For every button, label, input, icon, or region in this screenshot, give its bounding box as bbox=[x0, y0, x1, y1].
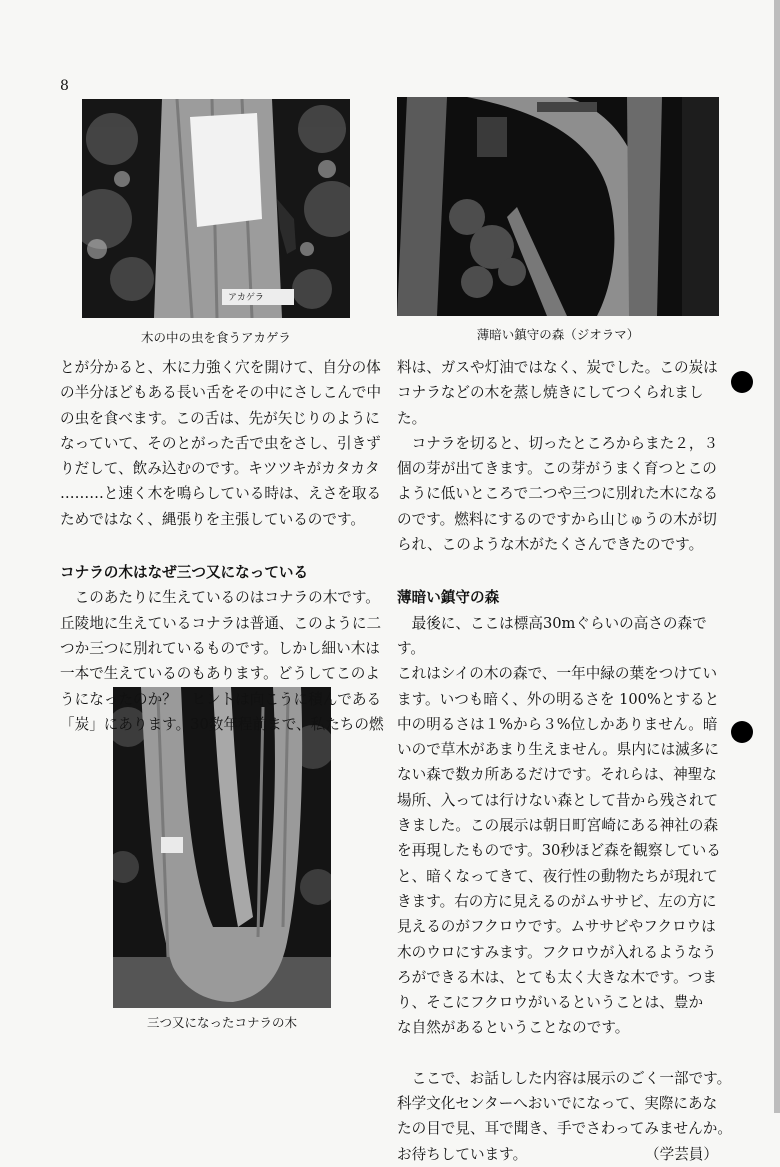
text-line: 「炭」にあります。30数年程前まで、私たちの燃 bbox=[60, 715, 384, 733]
sprout-paragraph bbox=[397, 431, 732, 557]
text-line: これはシイの木の森で、一年中緑の葉をつけてい bbox=[397, 665, 718, 683]
text-line: 丘陵地に生えているコナラは普通、このように二 bbox=[60, 614, 382, 632]
text-line: の半分ほどもある長い舌をその中にさしこんで中 bbox=[60, 384, 382, 402]
text-line: ここで、お話しした内容は展示のごく一部です。 bbox=[411, 1069, 732, 1087]
woodpecker-photo bbox=[82, 99, 350, 318]
text-line: コナラなどの木を蒸し焼きにしてつくられました。 bbox=[397, 384, 704, 427]
text-line: コナラを切ると、切ったところからまた２，３ bbox=[411, 434, 719, 452]
sign-label: アカゲラ bbox=[228, 293, 264, 303]
text-line: ろができる木は、とても太く大きな木です。つま bbox=[397, 968, 717, 986]
section-heading-shrine: 薄暗い鎮守の森 bbox=[397, 589, 500, 607]
text-line: たの目で見、耳で聞き、手でさわってみませんか。 bbox=[397, 1120, 732, 1138]
right-text bbox=[397, 355, 732, 1167]
text-line: 料は、ガスや灯油ではなく、炭でした。この炭は bbox=[397, 359, 718, 376]
text-line: りだして、飲み込むのです。キツツキがカタカタ bbox=[60, 460, 380, 478]
text-line: とが分かると、木に力強く穴を開けて、自分の体 bbox=[60, 359, 381, 376]
page-number: 8 bbox=[60, 78, 69, 94]
text-line: 中の明るさは１%から３%位しかありません。暗 bbox=[397, 715, 718, 733]
text-line: お待ちしています。 bbox=[397, 1145, 528, 1163]
author-signature: （学芸員） bbox=[645, 1145, 718, 1163]
text-line: と、暗くなってきて、夜行性の動物たちが現れて bbox=[397, 867, 718, 885]
text-line: つか三つに別れているものです。しかし細い木は bbox=[60, 639, 380, 657]
shrine-forest-photo bbox=[397, 97, 719, 316]
text-line: ます。いつも暗く、外の明るさを 100%とすると bbox=[397, 690, 720, 708]
text-line: な自然があるということなのです。 bbox=[397, 1019, 630, 1037]
text-line: ………と速く木を鳴らしている時は、えさを取る bbox=[60, 485, 382, 503]
shrine-forest-caption: 薄暗い鎮守の森（ジオラマ） bbox=[476, 327, 640, 342]
text-line: を再現したものです。30秒ほど森を観察している bbox=[397, 842, 721, 860]
text-line: られ、このような木がたくさんできたのです。 bbox=[397, 536, 704, 554]
text-line: 場所、入っては行けない森として昔から残されて bbox=[397, 791, 719, 809]
text-line: の虫を食べます。この舌は、先が矢じりのように bbox=[60, 409, 380, 427]
text-line: うになったのか？ ヒントは向こうに積んである bbox=[60, 690, 382, 708]
binder-hole-bottom bbox=[731, 721, 753, 743]
text-line: ためではなく、縄張りを主張しているのです。 bbox=[60, 510, 366, 528]
text-line: なっていて、そのとがった舌で虫をさし、引きず bbox=[60, 434, 381, 452]
woodpecker-caption: 木の中の虫を食うアカゲラ bbox=[141, 330, 291, 345]
text-line: ように低いところで二つや三つに別れた木になる bbox=[397, 485, 718, 503]
woodpecker-paragraph bbox=[60, 355, 390, 532]
text-line: 科学文化センターへおいでになって、実際にあな bbox=[397, 1095, 718, 1113]
text-line: 個の芽が出てきます。この芽がうまく育つとこの bbox=[397, 460, 717, 478]
text-line: 木のウロにすみます。フクロウが入れるようなう bbox=[397, 943, 717, 961]
binder-hole-top bbox=[731, 371, 753, 393]
section-heading-konara: コナラの木はなぜ三つ又になっている bbox=[60, 564, 309, 582]
text-line: このあたりに生えているのはコナラの木です。 bbox=[74, 589, 380, 607]
text-line: 一本で生えているのもあります。どうしてこのよ bbox=[60, 665, 380, 683]
konara-tree-caption: 三つ又になったコナラの木 bbox=[146, 1015, 297, 1030]
text-line: 見えるのがフクロウです。ムササビやフクロウは bbox=[397, 918, 716, 936]
text-line: ない森で数カ所あるだけです。それらは、神聖な bbox=[397, 766, 717, 784]
konara-paragraph bbox=[60, 585, 390, 737]
shrine-paragraph bbox=[397, 611, 732, 1041]
text-line: 最後に、ここは標高30mぐらいの高さの森です。 bbox=[397, 614, 707, 657]
text-line: り、そこにフクロウがいるということは、豊か bbox=[397, 994, 704, 1012]
text-line: きます。右の方に見えるのがムササビ、左の方に bbox=[397, 892, 717, 910]
text-line: きました。この展示は朝日町宮崎にある神社の森 bbox=[397, 817, 719, 835]
page-spine-shadow bbox=[774, 0, 780, 1113]
text-line: いので草木があまり生えません。県内には滅多に bbox=[397, 741, 719, 759]
text-line: のです。燃料にするのですから山じゅうの木が切 bbox=[397, 510, 717, 528]
left-text-upper bbox=[60, 355, 390, 737]
charcoal-paragraph bbox=[397, 355, 732, 431]
